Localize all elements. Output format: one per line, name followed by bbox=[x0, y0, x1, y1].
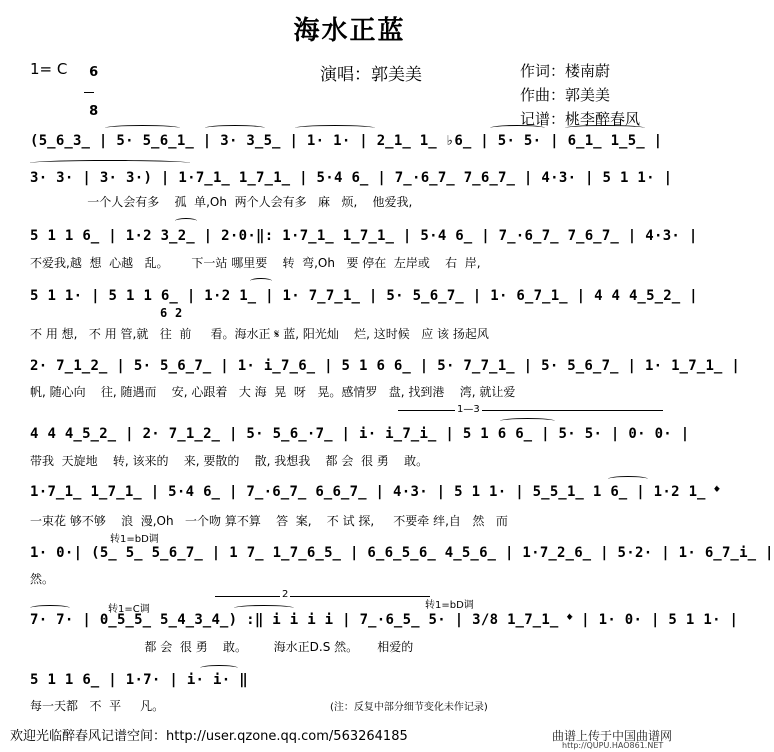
meter-bar bbox=[84, 92, 94, 93]
singer-credit: 演唱：郭美美 bbox=[320, 65, 422, 85]
notation-row: 5 1 1 6̲ | 1·7· | i· i· ‖ bbox=[30, 672, 248, 688]
lyric-line: 都 会 很 勇 敢。 海水正D.S 然。 相爱的 bbox=[30, 640, 414, 654]
site-watermark: 曲谱上传于中国曲谱网 bbox=[552, 729, 673, 743]
slur-arc bbox=[295, 125, 375, 131]
time-signature bbox=[80, 55, 98, 118]
slur-arc bbox=[105, 125, 180, 131]
slur-arc bbox=[500, 418, 555, 424]
lyric-line: 一个人会有多 孤 单,Oh 两个人会有多 麻 烦, 他爱我, bbox=[30, 195, 413, 209]
lyric-line: 帆, 随心向 往, 随遇而 安, 心跟着 大 海 晃 呀 晃。感情罗 盘, 找到港 湾, 就让爱 bbox=[30, 385, 516, 399]
lyric-line: 一束花 够不够 浪 漫,Oh 一个吻 算不算 答 案, 不 试 探, 不要牵 绊,自 然 而 bbox=[30, 514, 508, 528]
slur-arc bbox=[250, 278, 272, 284]
composer-credit: 作曲：郭美美 bbox=[520, 86, 611, 104]
volta-bracket bbox=[398, 410, 663, 411]
lyricist-credit: 作词：楼南蔚 bbox=[520, 62, 611, 80]
footer-text: 欢迎光临醉春风记谱空间：http://user.qzone.qq.com/563264185 bbox=[10, 729, 408, 744]
slur-arc bbox=[234, 605, 294, 611]
notation-row: 3· 3· | 3· 3·) | 1·7̲1̲ 1̲7̲1̲ | 5·4 6̲ | 7̲·6̲7̲ 7̲6̲7̲ | 4·3· | 5 1 1· | bbox=[30, 170, 673, 186]
slur-arc bbox=[175, 218, 197, 224]
slur-arc bbox=[30, 160, 190, 166]
meter-bottom: 8 bbox=[89, 104, 99, 119]
lyric-line: 不 用 想, 不 用 管,就 往 前 看。海水正 𝄋 蓝, 阳光灿 烂, 这时候 应 该 扬起风 bbox=[30, 327, 489, 341]
modulation-mark: 转1=bD调 bbox=[425, 600, 474, 611]
volta-bracket bbox=[215, 596, 430, 597]
modulation-mark: 转1=bD调 bbox=[110, 534, 159, 545]
lyric-line: 带我 天旋地 转, 该来的 来, 要散的 散, 我想我 都 会 很 勇 敢。 bbox=[30, 454, 429, 468]
meter-top: 6 bbox=[89, 65, 99, 80]
volta-label: 2 bbox=[282, 589, 289, 600]
notation-row: 7· 7· | 0̲5̲5̲ 5̲4̲3̲4̲) :‖ i i i i | 7̲·6̲5̲ 5· | 3/8 1̲7̲1̲ 𝄌 | 1· 0· | 5 1 1· | bbox=[30, 612, 739, 628]
site-watermark-url: http://QUPU.HAO861.NET bbox=[562, 741, 664, 750]
slur-arc bbox=[608, 476, 648, 482]
notation-row: 2· 7̲1̲2̲ | 5· 5̲6̲7̲ | 1· i̲7̲6̲ | 5 1 6 6̲ | 5· 7̲7̲1̲ | 5· 5̲6̲7̲ | 1· 1̲7̲1̲ | bbox=[30, 358, 741, 374]
lyric-line: 然。 bbox=[30, 572, 55, 586]
chord-note: 6 2 bbox=[160, 306, 183, 320]
notation-row: 4 4 4̲5̲2̲ | 2· 7̲1̲2̲ | 5· 5̲6̲·7̲ | i· i̲7̲i̲ | 5 1 6 6̲ | 5· 5· | 0· 0· | bbox=[30, 426, 690, 442]
lyric-line: 每一天都 不 平 凡。 bbox=[30, 699, 165, 713]
lyric-line: 不爱我,越 想 心越 乱。 下一站 哪里要 转 弯,Oh 要 停在 左岸或 右 岸, bbox=[30, 256, 481, 270]
notation-row: 1·7̲1̲ 1̲7̲1̲ | 5·4 6̲ | 7̲·6̲7̲ 6̲6̲7̲ | 4·3· | 5 1 1· | 5̲5̲1̲ 1 6̲ | 1·2 1̲ 𝄌 bbox=[30, 484, 720, 500]
slur-arc bbox=[490, 125, 545, 131]
slur-arc bbox=[565, 125, 645, 131]
modulation-mark: 转1=C调 bbox=[108, 604, 150, 615]
slur-arc bbox=[200, 665, 238, 671]
transcriber-credit: 记谱：桃李醉春风 bbox=[520, 110, 641, 128]
remark-note: (注：反复中部分细节变化未作记录) bbox=[330, 702, 488, 713]
notation-row: (5̲6̲3̲ | 5· 5̲6̲1̲ | 3· 3̲5̲ | 1· 1· | 2̲1̲ 1̲ ♭6̲ | 5· 5· | 6̲1̲ 1̲5̲ | bbox=[30, 133, 663, 149]
key-signature: 1= C bbox=[30, 60, 68, 78]
volta-label: 1—3 bbox=[457, 404, 480, 415]
slur-arc bbox=[205, 125, 265, 131]
notation-row: 5 1 1· | 5 1 1 6̲ | 1·2 1̲ | 1· 7̲7̲1̲ | 5· 5̲6̲7̲ | 1· 6̲7̲1̲ | 4 4 4̲5̲2̲ | bbox=[30, 288, 698, 304]
song-title: 海水正蓝 bbox=[293, 16, 406, 46]
notation-row: 1· 0·| (5̲ 5̲ 5̲6̲7̲ | 1 7̲ 1̲7̲6̲5̲ | 6̲6̲5̲6̲ 4̲5̲6̲ | 1·7̲2̲6̲ | 5·2· | 1· 6̲7̲i̲ | bbox=[30, 545, 774, 561]
notation-row: 5 1 1 6̲ | 1·2 3̲2̲ | 2·0·‖: 1·7̲1̲ 1̲7̲1̲ | 5·4 6̲ | 7̲·6̲7̲ 7̲6̲7̲ | 4·3· | bbox=[30, 228, 698, 244]
slur-arc bbox=[30, 605, 70, 611]
